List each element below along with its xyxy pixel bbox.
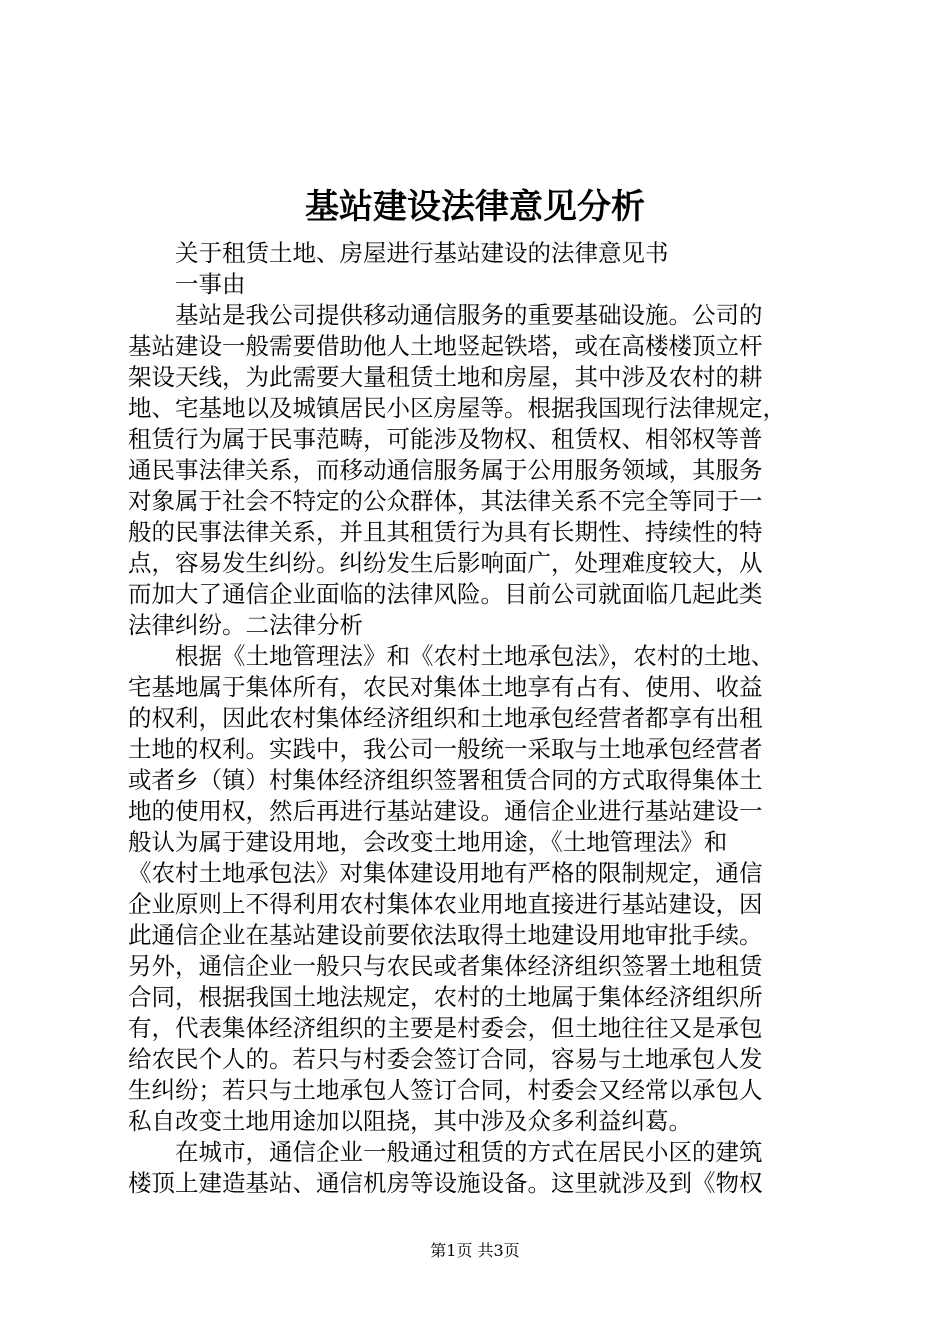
text-line: 土地的权利。实践中，我公司一般统一采取与土地承包经营者: [128, 735, 763, 763]
text-line: 合同，根据我国土地法规定，农村的土地属于集体经济组织所: [128, 983, 763, 1011]
text-line: 基站是我公司提供移动通信服务的重要基础设施。公司的: [175, 301, 763, 329]
text-line: 此通信企业在基站建设前要依法取得土地建设用地审批手续。: [128, 921, 763, 949]
text-line: 基站建设一般需要借助他人土地竖起铁塔，或在高楼楼顶立杆: [128, 332, 763, 360]
text-line: 点，容易发生纠纷。纠纷发生后影响面广，处理难度较大，从: [128, 549, 763, 577]
page-footer: 第1页 共3页: [430, 1241, 520, 1260]
text-line: 般认为属于建设用地，会改变土地用途，《土地管理法》和: [128, 828, 728, 856]
text-line: 对象属于社会不特定的公众群体，其法律关系不完全等同于一: [128, 487, 763, 515]
text-line: 在城市，通信企业一般通过租赁的方式在居民小区的建筑: [175, 1138, 763, 1166]
text-line: 根据《土地管理法》和《农村土地承包法》，农村的土地、: [175, 642, 775, 670]
text-line: 地、宅基地以及城镇居民小区房屋等。根据我国现行法律规定，: [128, 394, 786, 422]
text-line: 楼顶上建造基站、通信机房等设施设备。这里就涉及到《物权: [128, 1169, 763, 1197]
text-line: 架设天线，为此需要大量租赁土地和房屋，其中涉及农村的耕: [128, 363, 763, 391]
text-line: 一事由: [175, 270, 246, 298]
document-body: [128, 238, 828, 1199]
text-line: 宅基地属于集体所有，农民对集体土地享有占有、使用、收益: [128, 673, 763, 701]
text-line: 地的使用权，然后再进行基站建设。通信企业进行基站建设一: [128, 797, 763, 825]
text-line: 另外，通信企业一般只与农民或者集体经济组织签署土地租赁: [128, 952, 763, 980]
text-line: 法律纠纷。二法律分析: [128, 611, 363, 639]
text-line: 生纠纷；若只与土地承包人签订合同，村委会又经常以承包人: [128, 1076, 763, 1104]
text-line: 而加大了通信企业面临的法律风险。目前公司就面临几起此类: [128, 580, 763, 608]
text-line: 私自改变土地用途加以阻挠，其中涉及众多利益纠葛。: [128, 1107, 692, 1135]
text-line: 般的民事法律关系，并且其租赁行为具有长期性、持续性的特: [128, 518, 763, 546]
document-title: 基站建设法律意见分析: [305, 187, 645, 227]
text-line: 或者乡（镇）村集体经济组织签署租赁合同的方式取得集体土: [128, 766, 763, 794]
text-line: 有，代表集体经济组织的主要是村委会，但土地往往又是承包: [128, 1014, 763, 1042]
text-line: 租赁行为属于民事范畴，可能涉及物权、租赁权、相邻权等普: [128, 425, 763, 453]
text-line: 通民事法律关系，而移动通信服务属于公用服务领域，其服务: [128, 456, 763, 484]
text-line: 的权利，因此农村集体经济组织和土地承包经营者都享有出租: [128, 704, 763, 732]
text-line: 企业原则上不得利用农村集体农业用地直接进行基站建设，因: [128, 890, 763, 918]
text-line: 给农民个人的。若只与村委会签订合同，容易与土地承包人发: [128, 1045, 763, 1073]
text-line: 《农村土地承包法》对集体建设用地有严格的限制规定，通信: [128, 859, 763, 887]
text-line: 关于租赁土地、房屋进行基站建设的法律意见书: [175, 239, 669, 267]
